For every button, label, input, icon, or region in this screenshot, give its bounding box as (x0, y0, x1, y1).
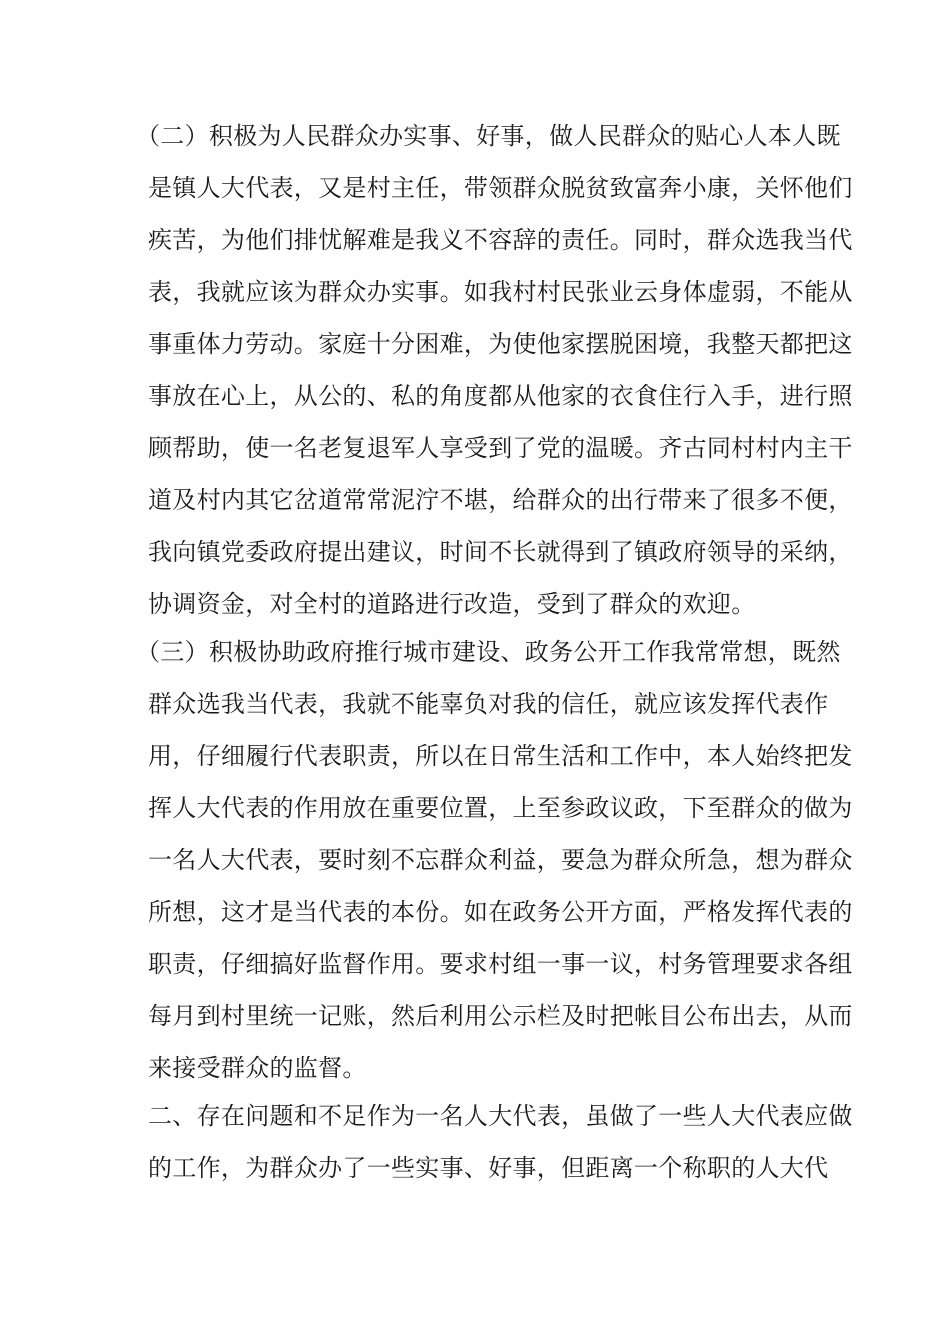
text-line: 疾苦，为他们排忧解难是我义不容辞的责任。同时，群众选我当代 (148, 226, 853, 254)
text-line: 我向镇党委政府提出建议，时间不长就得到了镇政府领导的采纳， (148, 538, 853, 566)
text-line: 一名人大代表，要时刻不忘群众利益，要急为群众所急，想为群众 (148, 846, 853, 874)
text-line: 顾帮助，使一名老复退军人享受到了党的温暖。齐古同村村内主干 (148, 434, 853, 462)
text-line: 来接受群众的监督。 (148, 1054, 367, 1082)
text-line: （三）积极协助政府推行城市建设、政务公开工作我常常想，既然 (136, 638, 841, 666)
text-line: 道及村内其它岔道常常泥泞不堪，给群众的出行带来了很多不便， (148, 486, 853, 514)
text-line: （二）积极为人民群众办实事、好事，做人民群众的贴心人本人既 (136, 122, 841, 150)
text-line: 的工作，为群众办了一些实事、好事，但距离一个称职的人大代 (148, 1154, 829, 1182)
text-line: 群众选我当代表，我就不能辜负对我的信任，就应该发挥代表作 (148, 690, 829, 718)
text-line: 每月到村里统一记账，然后利用公示栏及时把帐目公布出去，从而 (148, 1002, 853, 1030)
text-line: 事放在心上，从公的、私的角度都从他家的衣食住行入手，进行照 (148, 382, 853, 410)
text-line: 是镇人大代表，又是村主任，带领群众脱贫致富奔小康，关怀他们 (148, 174, 853, 202)
text-line: 挥人大代表的作用放在重要位置，上至参政议政，下至群众的做为 (148, 794, 853, 822)
text-line: 表，我就应该为群众办实事。如我村村民张业云身体虚弱，不能从 (148, 278, 853, 306)
text-line: 二、存在问题和不足作为一名人大代表，虽做了一些人大代表应做 (148, 1102, 853, 1130)
text-line: 协调资金，对全村的道路进行改造，受到了群众的欢迎。 (148, 590, 756, 618)
text-line: 所想，这才是当代表的本份。如在政务公开方面，严格发挥代表的 (148, 898, 853, 926)
text-line: 用，仔细履行代表职责，所以在日常生活和工作中，本人始终把发 (148, 742, 853, 770)
text-line: 职责，仔细搞好监督作用。要求村组一事一议，村务管理要求各组 (148, 950, 853, 978)
text-line: 事重体力劳动。家庭十分困难，为使他家摆脱困境，我整天都把这 (148, 330, 853, 358)
